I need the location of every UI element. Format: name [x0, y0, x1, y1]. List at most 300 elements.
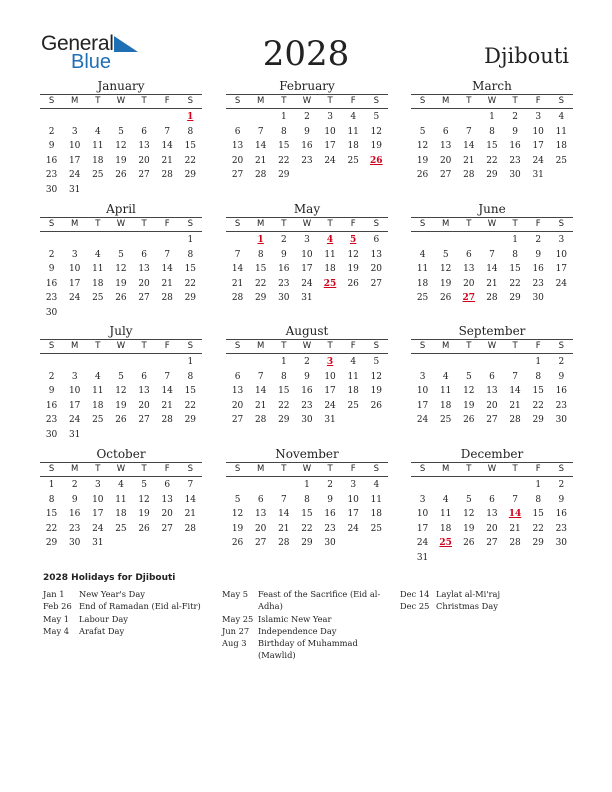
day-cell: 28 [509, 538, 521, 548]
weekday-label: S [48, 464, 55, 474]
day-cell: 7 [257, 371, 264, 382]
day-cell: 2 [558, 357, 565, 367]
day-cell: 30 [555, 415, 568, 425]
empty-cell [63, 110, 86, 125]
day-cell: 12 [347, 249, 359, 260]
weekday-label: F [164, 219, 170, 229]
day-cell: 4 [94, 249, 101, 260]
day-cell: 11 [92, 264, 104, 274]
day-cell: 8 [280, 126, 287, 137]
holiday-day: 1 [187, 112, 194, 122]
day-cell: 19 [370, 386, 383, 396]
weekday-label: F [535, 96, 541, 106]
day-cell: 29 [184, 293, 197, 303]
day-cell: 27 [161, 523, 173, 534]
empty-cell [226, 355, 249, 370]
day-cell: 19 [416, 155, 429, 166]
empty-cell [40, 233, 63, 248]
day-cell: 2 [280, 235, 287, 245]
day-cell: 26 [463, 415, 475, 425]
day-cell: 2 [512, 112, 518, 122]
weekday-header [411, 94, 573, 109]
month-title: November [275, 447, 339, 461]
day-cell: 10 [416, 386, 429, 396]
day-cell: 19 [347, 264, 359, 274]
day-cell: 23 [45, 170, 58, 180]
weekday-label: F [350, 341, 356, 351]
weekday-label: T [512, 219, 518, 229]
day-cell: 12 [115, 264, 127, 274]
empty-cell [249, 478, 272, 493]
day-cell: 7 [187, 480, 194, 490]
day-cell: 24 [416, 415, 429, 425]
empty-cell [86, 355, 109, 370]
day-grid [411, 355, 573, 428]
day-cell: 10 [555, 249, 568, 260]
weekday-label: W [487, 341, 497, 351]
day-cell: 11 [439, 509, 452, 519]
weekday-label: M [257, 96, 265, 106]
day-cell: 27 [138, 415, 150, 425]
weekday-label: S [373, 96, 380, 106]
day-cell: 14 [509, 386, 521, 396]
day-cell: 25 [347, 400, 359, 411]
day-cell: 29 [301, 538, 313, 548]
day-cell: 24 [347, 523, 359, 534]
day-cell: 25 [92, 293, 104, 303]
weekday-label: W [487, 96, 497, 106]
day-cell: 23 [45, 415, 58, 425]
day-cell: 4 [118, 480, 124, 490]
day-cell: 15 [45, 509, 58, 519]
holiday-date: Dec 14 [400, 589, 430, 599]
day-cell: 16 [301, 386, 313, 396]
day-cell: 24 [324, 400, 336, 411]
day-grid [226, 110, 388, 183]
day-cell: 24 [68, 415, 81, 425]
day-cell: 4 [442, 494, 449, 505]
weekday-label: M [257, 219, 265, 229]
day-cell: 21 [161, 155, 173, 166]
day-cell: 8 [187, 371, 194, 382]
holiday-entry [222, 613, 382, 625]
empty-cell [226, 233, 249, 248]
day-cell: 27 [231, 170, 244, 180]
month-february [226, 79, 388, 183]
holiday-entry [43, 588, 203, 600]
day-cell: 11 [324, 249, 336, 260]
day-cell: 22 [278, 155, 290, 166]
day-cell: 9 [327, 494, 333, 505]
day-cell: 22 [184, 278, 197, 289]
day-cell: 10 [68, 141, 81, 151]
empty-cell [411, 478, 434, 493]
holiday-date: Jan 1 [43, 589, 65, 599]
day-cell: 28 [231, 293, 244, 303]
day-cell: 3 [304, 235, 310, 245]
empty-cell [411, 355, 434, 370]
day-cell: 19 [463, 400, 475, 411]
weekday-label: S [373, 219, 380, 229]
day-cell: 26 [463, 538, 475, 548]
holiday-entry [222, 637, 382, 662]
day-cell: 20 [231, 155, 244, 166]
day-cell: 7 [280, 494, 287, 505]
day-cell: 10 [416, 509, 429, 519]
day-cell: 16 [555, 509, 568, 519]
day-cell: 29 [45, 538, 58, 548]
day-cell: 8 [535, 371, 542, 382]
day-cell: 14 [161, 264, 173, 274]
day-cell: 11 [416, 264, 429, 274]
day-cell: 11 [347, 371, 359, 382]
day-cell: 27 [486, 538, 498, 548]
day-cell: 18 [370, 509, 383, 519]
empty-cell [86, 233, 109, 248]
holiday-name: Labour Day [79, 613, 128, 624]
day-cell: 9 [535, 249, 542, 260]
holiday-entry [222, 588, 382, 613]
weekday-label: W [116, 464, 126, 474]
day-cell: 22 [254, 278, 267, 289]
day-cell: 13 [138, 386, 150, 396]
weekday-label: S [373, 464, 380, 474]
holiday-name: Independence Day [258, 625, 337, 636]
empty-cell [156, 110, 179, 125]
day-cell: 21 [254, 400, 267, 411]
weekday-label: F [350, 464, 356, 474]
day-cell: 18 [324, 264, 336, 274]
weekday-label: S [419, 96, 426, 106]
day-cell: 1 [187, 357, 194, 367]
weekday-label: S [234, 219, 241, 229]
day-cell: 15 [301, 509, 313, 519]
day-cell: 19 [115, 278, 127, 289]
day-cell: 1 [187, 235, 194, 245]
day-cell: 27 [486, 415, 498, 425]
weekday-label: S [48, 341, 55, 351]
day-cell: 13 [486, 386, 498, 396]
month-january [40, 79, 202, 197]
day-cell: 13 [463, 264, 475, 274]
weekday-label: W [487, 219, 497, 229]
holiday-column [222, 588, 382, 662]
month-october [40, 447, 202, 551]
weekday-label: F [164, 464, 170, 474]
day-cell: 26 [439, 293, 452, 303]
day-cell: 27 [439, 170, 452, 180]
day-cell: 19 [439, 278, 452, 289]
day-cell: 9 [48, 264, 55, 274]
day-cell: 12 [370, 371, 383, 382]
day-cell: 13 [161, 494, 173, 505]
day-cell: 14 [254, 386, 267, 396]
weekday-label: T [512, 341, 518, 351]
month-november [226, 447, 388, 551]
weekday-label: M [71, 96, 79, 106]
weekday-label: T [281, 219, 287, 229]
empty-cell [434, 355, 457, 370]
day-cell: 31 [68, 184, 81, 195]
day-grid [40, 478, 202, 551]
day-cell: 25 [92, 415, 104, 425]
day-cell: 22 [278, 400, 290, 411]
day-cell: 13 [370, 249, 383, 260]
day-cell: 7 [257, 126, 264, 137]
weekday-label: F [164, 341, 170, 351]
day-cell: 8 [512, 249, 518, 260]
day-cell: 18 [439, 400, 452, 411]
day-cell: 5 [465, 371, 472, 382]
holiday-name: Christmas Day [436, 601, 498, 612]
day-cell: 26 [347, 278, 359, 289]
day-cell: 1 [304, 480, 310, 490]
day-cell: 30 [301, 415, 313, 425]
holiday-name: Laylat al-Mi'raj [436, 589, 501, 599]
day-cell: 2 [558, 480, 565, 490]
weekday-label: M [71, 219, 79, 229]
weekday-label: T [141, 341, 147, 351]
day-cell: 5 [373, 112, 380, 122]
weekday-label: S [558, 464, 565, 474]
day-cell: 14 [184, 494, 197, 505]
day-cell: 30 [509, 170, 521, 180]
weekday-label: T [95, 341, 101, 351]
day-cell: 5 [118, 371, 124, 382]
month-title: August [285, 324, 329, 338]
day-cell: 16 [278, 264, 290, 274]
weekday-label: T [327, 96, 333, 106]
day-cell: 7 [234, 249, 241, 260]
day-cell: 4 [350, 112, 357, 122]
day-cell: 4 [442, 371, 449, 382]
weekday-header [40, 339, 202, 354]
day-cell: 20 [463, 278, 475, 289]
day-cell: 14 [278, 509, 290, 519]
day-cell: 20 [370, 264, 383, 274]
day-cell: 19 [115, 400, 127, 411]
day-cell: 24 [301, 278, 313, 289]
day-cell: 29 [254, 293, 267, 303]
day-cell: 28 [254, 170, 267, 180]
day-cell: 16 [301, 141, 313, 151]
weekday-label: S [234, 341, 241, 351]
empty-cell [434, 233, 457, 248]
day-cell: 16 [45, 155, 58, 166]
logo-text-blue: Blue [71, 51, 112, 73]
day-cell: 29 [486, 170, 498, 180]
weekday-label: S [48, 96, 55, 106]
weekday-label: M [442, 464, 450, 474]
day-cell: 29 [532, 415, 544, 425]
day-cell: 18 [92, 400, 104, 411]
day-cell: 21 [509, 400, 521, 411]
holiday-name: Arafat Day [79, 625, 125, 636]
day-cell: 3 [558, 235, 565, 245]
holiday-entry [222, 625, 382, 637]
day-cell: 15 [278, 141, 290, 151]
day-grid [411, 110, 573, 183]
weekday-label: S [419, 341, 426, 351]
day-cell: 6 [442, 126, 449, 137]
weekday-label: F [350, 96, 356, 106]
day-cell: 6 [257, 494, 264, 505]
day-cell: 24 [555, 278, 568, 289]
day-cell: 30 [324, 538, 336, 548]
day-cell: 23 [555, 400, 568, 411]
day-cell: 26 [138, 523, 150, 534]
day-cell: 23 [301, 400, 313, 411]
day-cell: 12 [231, 509, 244, 519]
holiday-date: May 5 [222, 589, 249, 599]
day-cell: 28 [486, 293, 498, 303]
day-cell: 23 [301, 155, 313, 166]
empty-cell [457, 355, 480, 370]
month-title: June [478, 202, 506, 216]
empty-cell [226, 478, 249, 493]
day-cell: 26 [231, 538, 244, 548]
day-cell: 30 [68, 538, 81, 548]
day-cell: 14 [463, 141, 475, 151]
weekday-label: S [187, 464, 194, 474]
day-cell: 6 [141, 371, 147, 382]
day-cell: 10 [347, 494, 359, 505]
day-cell: 29 [509, 293, 521, 303]
month-title: March [472, 79, 512, 93]
day-cell: 7 [489, 249, 495, 260]
day-cell: 19 [231, 523, 244, 534]
weekday-header [411, 217, 573, 232]
weekday-label: S [187, 341, 194, 351]
calendar-year: 2028 [262, 34, 350, 74]
holiday-entry [43, 625, 203, 637]
day-cell: 20 [439, 155, 452, 166]
month-title: January [97, 79, 145, 93]
day-cell: 20 [486, 523, 498, 534]
month-december [411, 447, 573, 565]
weekday-label: W [116, 96, 126, 106]
day-cell: 11 [370, 494, 383, 505]
weekday-label: T [466, 96, 472, 106]
day-cell: 15 [278, 386, 290, 396]
day-cell: 3 [71, 126, 78, 137]
weekday-label: T [141, 464, 147, 474]
day-cell: 6 [489, 494, 495, 505]
day-cell: 2 [48, 126, 55, 137]
month-july [40, 324, 202, 442]
day-cell: 9 [304, 126, 310, 137]
weekday-label: S [187, 96, 194, 106]
day-cell: 19 [370, 141, 383, 151]
holiday-date: May 1 [43, 613, 70, 624]
day-cell: 10 [532, 126, 544, 137]
day-cell: 15 [532, 509, 544, 519]
holiday-name: End of Ramadan (Eid al-Fitr) [79, 601, 201, 612]
weekday-label: T [281, 96, 287, 106]
day-cell: 6 [141, 126, 147, 137]
day-cell: 28 [509, 415, 521, 425]
day-cell: 31 [92, 538, 104, 548]
day-grid [226, 478, 388, 551]
weekday-label: M [257, 464, 265, 474]
day-cell: 5 [141, 480, 147, 490]
day-cell: 5 [442, 249, 449, 260]
day-cell: 3 [71, 371, 78, 382]
holidays-title: 2028 Holidays for Djibouti [43, 573, 176, 583]
day-cell: 27 [254, 538, 267, 548]
weekday-label: T [95, 219, 101, 229]
day-cell: 11 [92, 141, 104, 151]
empty-cell [411, 110, 434, 125]
weekday-header [411, 462, 573, 477]
day-cell: 16 [324, 509, 336, 519]
day-cell: 30 [532, 293, 544, 303]
weekday-label: T [141, 219, 147, 229]
weekday-label: S [558, 219, 565, 229]
weekday-label: F [164, 96, 170, 106]
weekday-header [411, 339, 573, 354]
weekday-label: S [419, 464, 426, 474]
holiday-day: 3 [326, 357, 334, 367]
weekday-label: M [257, 341, 265, 351]
day-cell: 24 [68, 170, 81, 180]
day-cell: 29 [184, 170, 197, 180]
empty-cell [63, 355, 86, 370]
day-cell: 23 [68, 523, 81, 534]
weekday-label: S [234, 464, 241, 474]
day-cell: 26 [416, 170, 429, 180]
weekday-label: S [373, 341, 380, 351]
weekday-label: M [442, 96, 450, 106]
day-cell: 25 [115, 523, 127, 534]
day-cell: 12 [370, 126, 383, 137]
day-cell: 9 [512, 126, 518, 137]
weekday-label: F [535, 219, 541, 229]
day-cell: 28 [184, 523, 197, 534]
day-cell: 23 [45, 293, 58, 303]
day-cell: 9 [558, 371, 565, 382]
day-cell: 25 [347, 155, 359, 166]
day-cell: 7 [512, 494, 518, 505]
day-cell: 31 [68, 429, 81, 440]
weekday-label: W [302, 96, 312, 106]
empty-cell [40, 110, 63, 125]
day-cell: 5 [118, 126, 124, 137]
day-cell: 19 [115, 155, 127, 166]
day-cell: 16 [45, 400, 58, 411]
day-cell: 9 [280, 249, 287, 260]
day-cell: 3 [419, 494, 426, 505]
day-cell: 30 [45, 429, 58, 440]
day-cell: 13 [231, 386, 244, 396]
day-cell: 2 [48, 371, 55, 382]
day-cell: 15 [184, 386, 197, 396]
day-cell: 20 [138, 400, 150, 411]
day-cell: 15 [254, 264, 267, 274]
empty-cell [86, 110, 109, 125]
day-cell: 17 [555, 264, 568, 274]
day-cell: 13 [231, 141, 244, 151]
day-cell: 12 [463, 386, 475, 396]
day-cell: 12 [439, 264, 452, 274]
month-march [411, 79, 573, 183]
weekday-label: T [281, 341, 287, 351]
day-cell: 24 [324, 155, 336, 166]
day-cell: 20 [161, 509, 173, 519]
day-cell: 25 [92, 170, 104, 180]
weekday-label: T [281, 464, 287, 474]
day-cell: 31 [301, 293, 313, 303]
